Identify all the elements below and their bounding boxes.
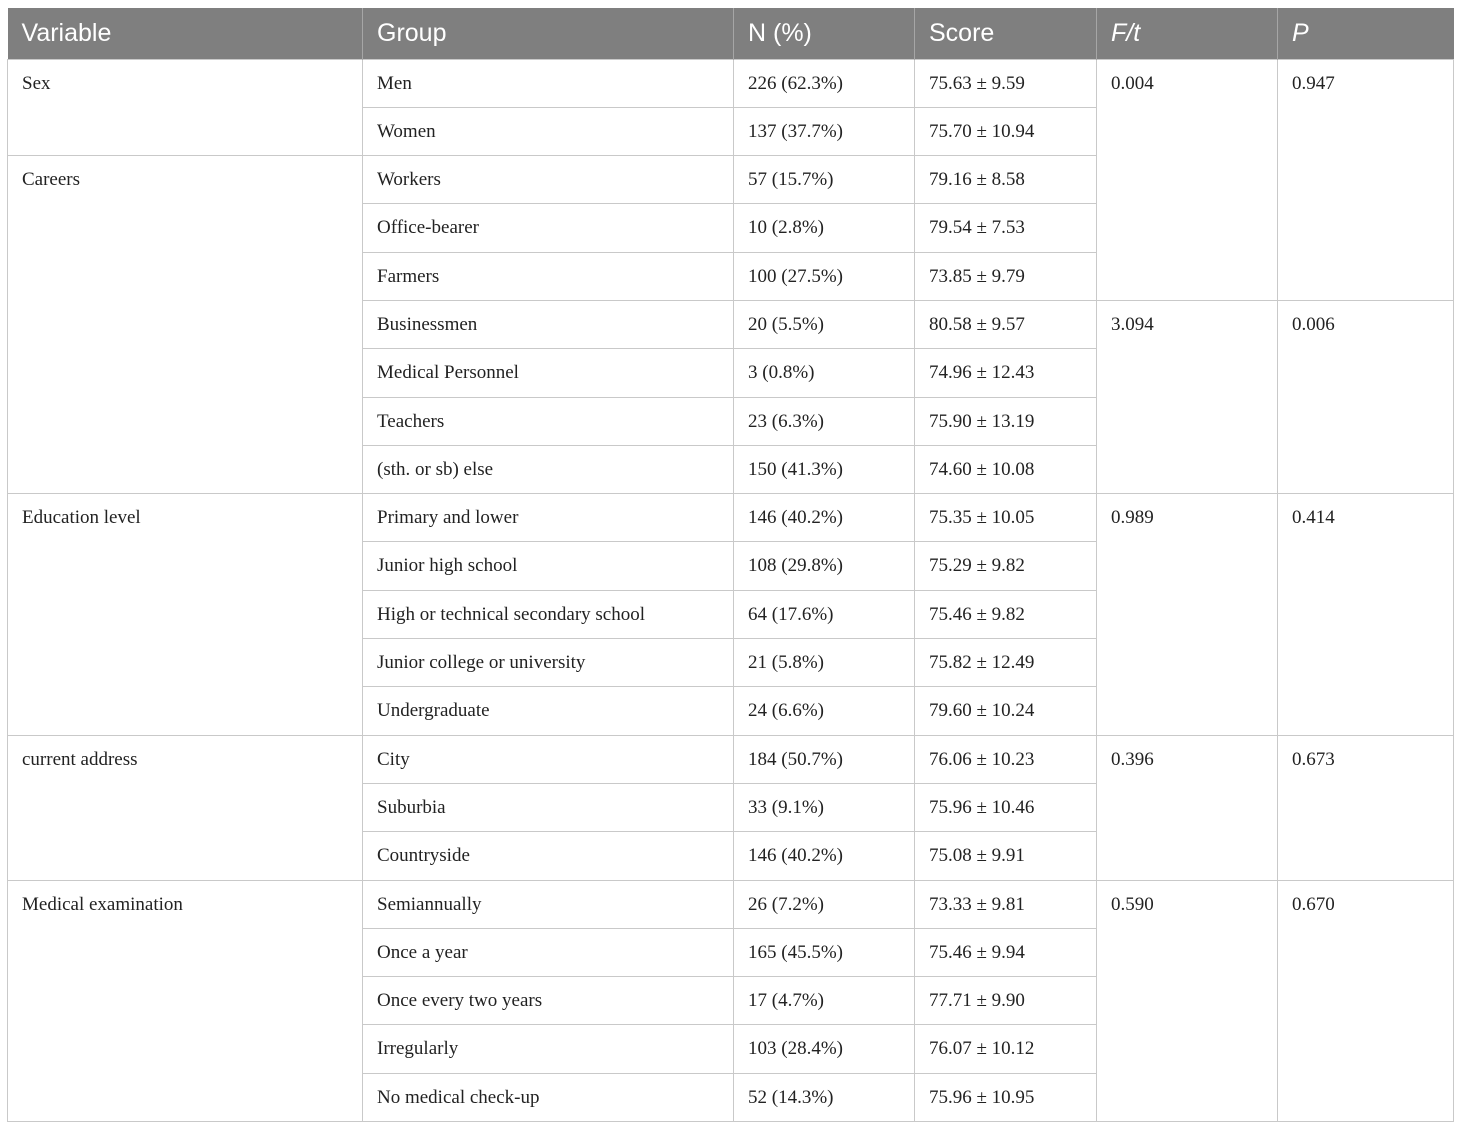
cell-ft: 0.590 (1097, 880, 1278, 1121)
cell-score: 76.06 ± 10.23 (915, 735, 1097, 783)
cell-p: 0.006 (1278, 300, 1454, 493)
cell-n: 184 (50.7%) (734, 735, 915, 783)
cell-n: 165 (45.5%) (734, 928, 915, 976)
cell-n: 150 (41.3%) (734, 445, 915, 493)
cell-group: Suburbia (363, 783, 734, 831)
cell-score: 75.90 ± 13.19 (915, 397, 1097, 445)
cell-group: Teachers (363, 397, 734, 445)
cell-n: 57 (15.7%) (734, 156, 915, 204)
header-n-percent: N (%) (734, 8, 915, 59)
cell-group: Farmers (363, 252, 734, 300)
cell-p: 0.673 (1278, 735, 1454, 880)
cell-n: 20 (5.5%) (734, 300, 915, 348)
cell-variable: Sex (8, 59, 363, 156)
header-group: Group (363, 8, 734, 59)
cell-group: Businessmen (363, 300, 734, 348)
cell-group: Primary and lower (363, 494, 734, 542)
cell-n: 146 (40.2%) (734, 494, 915, 542)
cell-n: 33 (9.1%) (734, 783, 915, 831)
cell-group: Junior high school (363, 542, 734, 590)
cell-n: 24 (6.6%) (734, 687, 915, 735)
cell-group: Semiannually (363, 880, 734, 928)
cell-n: 100 (27.5%) (734, 252, 915, 300)
cell-group: Once a year (363, 928, 734, 976)
cell-score: 80.58 ± 9.57 (915, 300, 1097, 348)
cell-score: 75.46 ± 9.94 (915, 928, 1097, 976)
cell-n: 108 (29.8%) (734, 542, 915, 590)
header-p: P (1278, 8, 1454, 59)
cell-group: Women (363, 107, 734, 155)
cell-score: 79.54 ± 7.53 (915, 204, 1097, 252)
cell-p: 0.947 (1278, 59, 1454, 300)
cell-group: High or technical secondary school (363, 590, 734, 638)
cell-n: 21 (5.8%) (734, 639, 915, 687)
cell-p: 0.414 (1278, 494, 1454, 735)
cell-score: 75.29 ± 9.82 (915, 542, 1097, 590)
cell-n: 226 (62.3%) (734, 59, 915, 107)
header-score: Score (915, 8, 1097, 59)
cell-score: 79.60 ± 10.24 (915, 687, 1097, 735)
table-header (8, 8, 1454, 59)
cell-variable: Medical examination (8, 880, 363, 1121)
cell-n: 137 (37.7%) (734, 107, 915, 155)
cell-variable: current address (8, 735, 363, 880)
cell-group: (sth. or sb) else (363, 445, 734, 493)
cell-group: Once every two years (363, 977, 734, 1025)
cell-score: 75.35 ± 10.05 (915, 494, 1097, 542)
cell-score: 75.82 ± 12.49 (915, 639, 1097, 687)
cell-score: 75.46 ± 9.82 (915, 590, 1097, 638)
cell-group: Junior college or university (363, 639, 734, 687)
cell-n: 103 (28.4%) (734, 1025, 915, 1073)
table-body (8, 59, 1454, 1122)
cell-n: 17 (4.7%) (734, 977, 915, 1025)
cell-score: 74.96 ± 12.43 (915, 349, 1097, 397)
cell-n: 10 (2.8%) (734, 204, 915, 252)
cell-score: 73.85 ± 9.79 (915, 252, 1097, 300)
cell-group: Medical Personnel (363, 349, 734, 397)
table-row (8, 880, 1454, 928)
data-table (7, 8, 1454, 1122)
table-row (8, 494, 1454, 542)
cell-group: Undergraduate (363, 687, 734, 735)
cell-score: 75.96 ± 10.46 (915, 783, 1097, 831)
table-row (8, 735, 1454, 783)
header-variable: Variable (8, 8, 363, 59)
cell-group: Workers (363, 156, 734, 204)
cell-p: 0.670 (1278, 880, 1454, 1121)
header-f-t: F/t (1097, 8, 1278, 59)
cell-score: 73.33 ± 9.81 (915, 880, 1097, 928)
cell-n: 3 (0.8%) (734, 349, 915, 397)
cell-variable: Careers (8, 156, 363, 494)
cell-group: Men (363, 59, 734, 107)
header-row (8, 8, 1454, 59)
cell-score: 75.08 ± 9.91 (915, 832, 1097, 880)
cell-ft: 3.094 (1097, 300, 1278, 493)
cell-group: Irregularly (363, 1025, 734, 1073)
cell-n: 146 (40.2%) (734, 832, 915, 880)
cell-group: No medical check-up (363, 1073, 734, 1121)
cell-score: 75.96 ± 10.95 (915, 1073, 1097, 1121)
cell-group: City (363, 735, 734, 783)
cell-score: 77.71 ± 9.90 (915, 977, 1097, 1025)
cell-n: 26 (7.2%) (734, 880, 915, 928)
cell-group: Countryside (363, 832, 734, 880)
cell-score: 74.60 ± 10.08 (915, 445, 1097, 493)
cell-ft: 0.396 (1097, 735, 1278, 880)
cell-variable: Education level (8, 494, 363, 735)
cell-ft: 0.989 (1097, 494, 1278, 735)
cell-score: 75.70 ± 10.94 (915, 107, 1097, 155)
cell-score: 79.16 ± 8.58 (915, 156, 1097, 204)
cell-score: 76.07 ± 10.12 (915, 1025, 1097, 1073)
cell-group: Office-bearer (363, 204, 734, 252)
cell-n: 52 (14.3%) (734, 1073, 915, 1121)
cell-n: 23 (6.3%) (734, 397, 915, 445)
cell-score: 75.63 ± 9.59 (915, 59, 1097, 107)
cell-ft: 0.004 (1097, 59, 1278, 300)
table-row (8, 59, 1454, 107)
cell-n: 64 (17.6%) (734, 590, 915, 638)
